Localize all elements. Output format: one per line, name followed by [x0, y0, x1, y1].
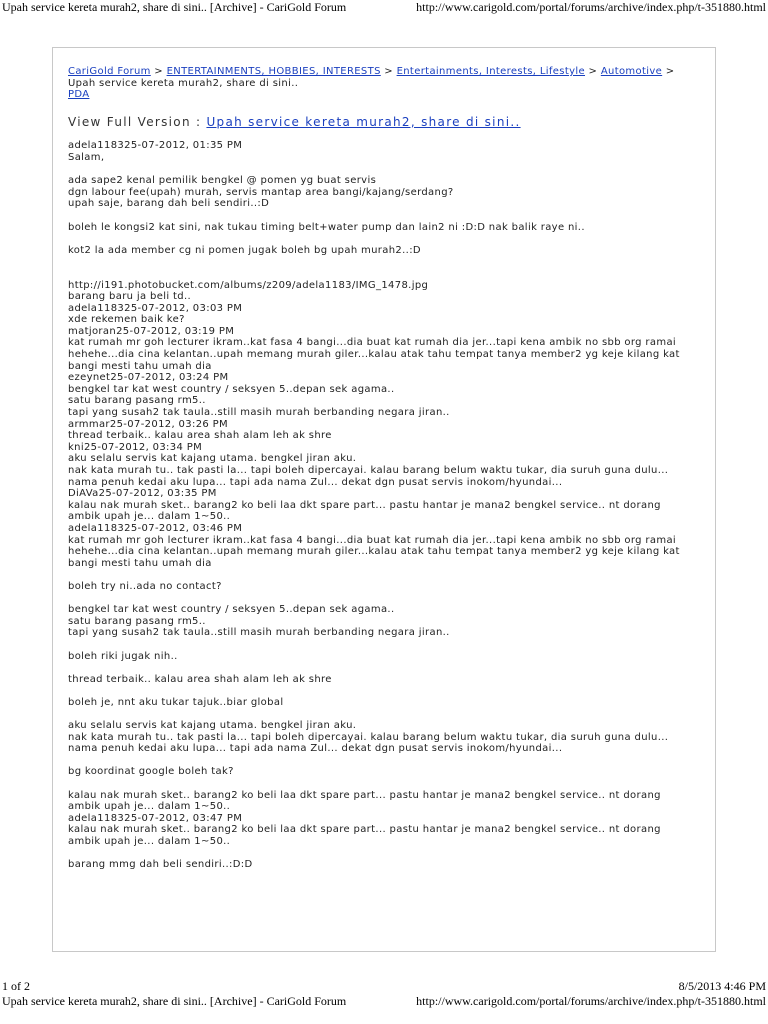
post-line: kat rumah mr goh lecturer ikram..kat fasa 4 bangi...dia buat kat rumah dia jer...tapi kena ambik no sbb org ramai: [68, 337, 677, 349]
post-line: adela118325-07-2012, 03:03 PM: [68, 302, 243, 314]
post-line: nama penuh kedai aku lupa... tapi ada nama Zul... dekat dgn pusat servis inokom/hyundai...: [68, 476, 563, 488]
post-line: upah saje, barang dah beli sendiri..:D: [68, 198, 270, 210]
post-line: nama penuh kedai aku lupa... tapi ada nama Zul... dekat dgn pusat servis inokom/hyundai...: [68, 743, 563, 755]
post-line: [68, 164, 705, 176]
post-line: nak kata murah tu.. tak pasti la... tapi boleh dipercayai. kalau barang belum waktu tukar, dia suruh guna dulu...: [68, 465, 669, 476]
print-header-url: http://www.carigold.com/portal/forums/archive/index.php/t-351880.html: [416, 0, 766, 14]
post-line: ezeynet25-07-2012, 03:24 PM: [68, 372, 229, 384]
post-line: ada sape2 kenal pemilik bengkel @ pomen yg buat servis: [68, 175, 377, 187]
breadcrumb-separator: >: [585, 66, 601, 77]
print-header: [0, 0, 768, 16]
breadcrumb-separator: >: [150, 66, 167, 77]
post-line: kat rumah mr goh lecturer ikram..kat fasa 4 bangi...dia buat kat rumah dia jer...tapi kena ambik no sbb org ramai: [68, 534, 677, 546]
post-line: [68, 210, 705, 222]
breadcrumb-separator: >: [662, 66, 675, 77]
post-line: [68, 639, 705, 651]
print-footer-url: http://www.carigold.com/portal/forums/archive/index.php/t-351880.html: [416, 994, 766, 1008]
post-line: [68, 662, 705, 674]
post-line: bengkel tar kat west country / seksyen 5..depan sek agama..: [68, 604, 395, 616]
post-line: kalau nak murah sket.. barang2 ko beli laa dkt spare part... pastu hantar je mana2 bengkel service.. nt dorang: [68, 824, 661, 836]
post-line: adela118325-07-2012, 03:46 PM: [68, 522, 243, 534]
breadcrumb-item-entertainments-lifestyle[interactable]: Entertainments, Interests, Lifestyle: [396, 66, 586, 77]
post-line: [68, 569, 705, 581]
post-line: boleh le kongsi2 kat sini, nak tukau timing belt+water pump dan lain2 ni :D:D nak balik raye ni..: [68, 221, 585, 233]
post-line: [68, 708, 705, 720]
post-line: Salam,: [68, 151, 105, 163]
print-footer: [0, 979, 768, 1009]
post-line: armmar25-07-2012, 03:26 PM: [68, 418, 229, 430]
post-line: adela118325-07-2012, 01:35 PM: [68, 140, 243, 152]
post-line: tapi yang susah2 tak taula..still masih murah berbanding negara jiran..: [68, 407, 450, 419]
page-number: 1 of 2: [2, 979, 30, 993]
post-line: [68, 593, 705, 605]
breadcrumb-thread-title: Upah service kereta murah2, share di sini..: [68, 77, 299, 89]
post-line: satu barang pasang rm5..: [68, 395, 206, 407]
post-line: [68, 685, 705, 697]
post-line: boleh je, nnt aku tukar tajuk..biar global: [68, 696, 284, 708]
post-line: ambik upah je... dalam 1~50..: [68, 836, 231, 847]
post-line: [68, 778, 705, 790]
breadcrumb: [68, 66, 705, 101]
post-line: aku selalu servis kat kajang utama. bengkel jiran aku.: [68, 720, 357, 732]
post-line: boleh try ni..ada no contact?: [68, 580, 222, 592]
archive-content: [68, 66, 705, 871]
post-line: aku selalu servis kat kajang utama. bengkel jiran aku.: [68, 453, 357, 465]
post-line: hehehe...dia cina kelantan..upah memang murah giler...kalau atak tahu tempat tanya member2 yg keje kilang kat: [68, 349, 680, 361]
print-datetime: 8/5/2013 4:46 PM: [678, 979, 766, 993]
breadcrumb-item-automotive[interactable]: Automotive: [600, 66, 663, 77]
pda-link[interactable]: PDA: [68, 89, 90, 101]
post-line: adela118325-07-2012, 03:47 PM: [68, 812, 243, 824]
post-line: [68, 233, 705, 245]
post-line: [68, 256, 705, 268]
post-line: tapi yang susah2 tak taula..still masih murah berbanding negara jiran..: [68, 627, 450, 639]
post-line: ambik upah je... dalam 1~50..: [68, 801, 231, 813]
view-full-version: [68, 114, 705, 129]
post-line: dgn labour fee(upah) murah, servis mantap area bangi/kajang/serdang?: [68, 186, 454, 198]
post-line: bg koordinat google boleh tak?: [68, 766, 234, 778]
post-line: [68, 848, 705, 860]
thread-posts: [68, 140, 705, 870]
post-line: http://i191.photobucket.com/albums/z209/adela1183/IMG_1478.jpg: [68, 279, 429, 291]
post-line: kni25-07-2012, 03:34 PM: [68, 441, 203, 453]
print-footer-title: Upah service kereta murah2, share di sini.. [Archive] - CariGold Forum: [2, 994, 347, 1008]
post-line: bangi mesti tahu umah dia: [68, 557, 212, 569]
breadcrumb-item-entertainments-hobbies[interactable]: ENTERTAINMENTS, HOBBIES, INTERESTS: [166, 66, 381, 77]
post-line: matjoran25-07-2012, 03:19 PM: [68, 325, 235, 337]
post-line: bangi mesti tahu umah dia: [68, 360, 212, 372]
post-line: thread terbaik.. kalau area shah alam leh ak shre: [68, 673, 332, 685]
breadcrumb-item-carigold-forum[interactable]: CariGold Forum: [68, 66, 151, 77]
post-line: [68, 268, 705, 280]
breadcrumb-separator: >: [380, 66, 397, 77]
post-line: thread terbaik.. kalau area shah alam leh ak shre: [68, 430, 332, 442]
post-line: boleh riki jugak nih..: [68, 650, 178, 662]
post-line: xde rekemen baik ke?: [68, 314, 185, 326]
view-full-version-link[interactable]: Upah service kereta murah2, share di sini..: [206, 114, 521, 129]
post-line: kot2 la ada member cg ni pomen jugak boleh bg upah murah2..:D: [68, 244, 421, 256]
post-line: [68, 755, 705, 767]
post-line: hehehe...dia cina kelantan..upah memang murah giler...kalau atak tahu tempat tanya member2 yg keje kilang kat: [68, 546, 680, 558]
post-line: kalau nak murah sket.. barang2 ko beli laa dkt spare part... pastu hantar je mana2 bengkel service.. nt dorang: [68, 499, 661, 511]
post-line: DiAVa25-07-2012, 03:35 PM: [68, 488, 217, 500]
post-line: nak kata murah tu.. tak pasti la... tapi boleh dipercayai. kalau barang belum waktu tukar, dia suruh guna dulu...: [68, 731, 669, 743]
view-full-version-label: View Full Version :: [68, 114, 207, 129]
post-line: barang mmg dah beli sendiri..:D:D: [68, 859, 253, 871]
post-line: kalau nak murah sket.. barang2 ko beli laa dkt spare part... pastu hantar je mana2 bengkel service.. nt dorang: [68, 789, 661, 801]
post-line: barang baru ja beli td..: [68, 291, 192, 303]
post-line: bengkel tar kat west country / seksyen 5..depan sek agama..: [68, 383, 395, 395]
archive-page-box: [52, 47, 716, 952]
print-header-title: Upah service kereta murah2, share di sini.. [Archive] - CariGold Forum: [2, 0, 347, 14]
post-line: ambik upah je... dalam 1~50..: [68, 511, 231, 523]
post-line: satu barang pasang rm5..: [68, 615, 206, 627]
